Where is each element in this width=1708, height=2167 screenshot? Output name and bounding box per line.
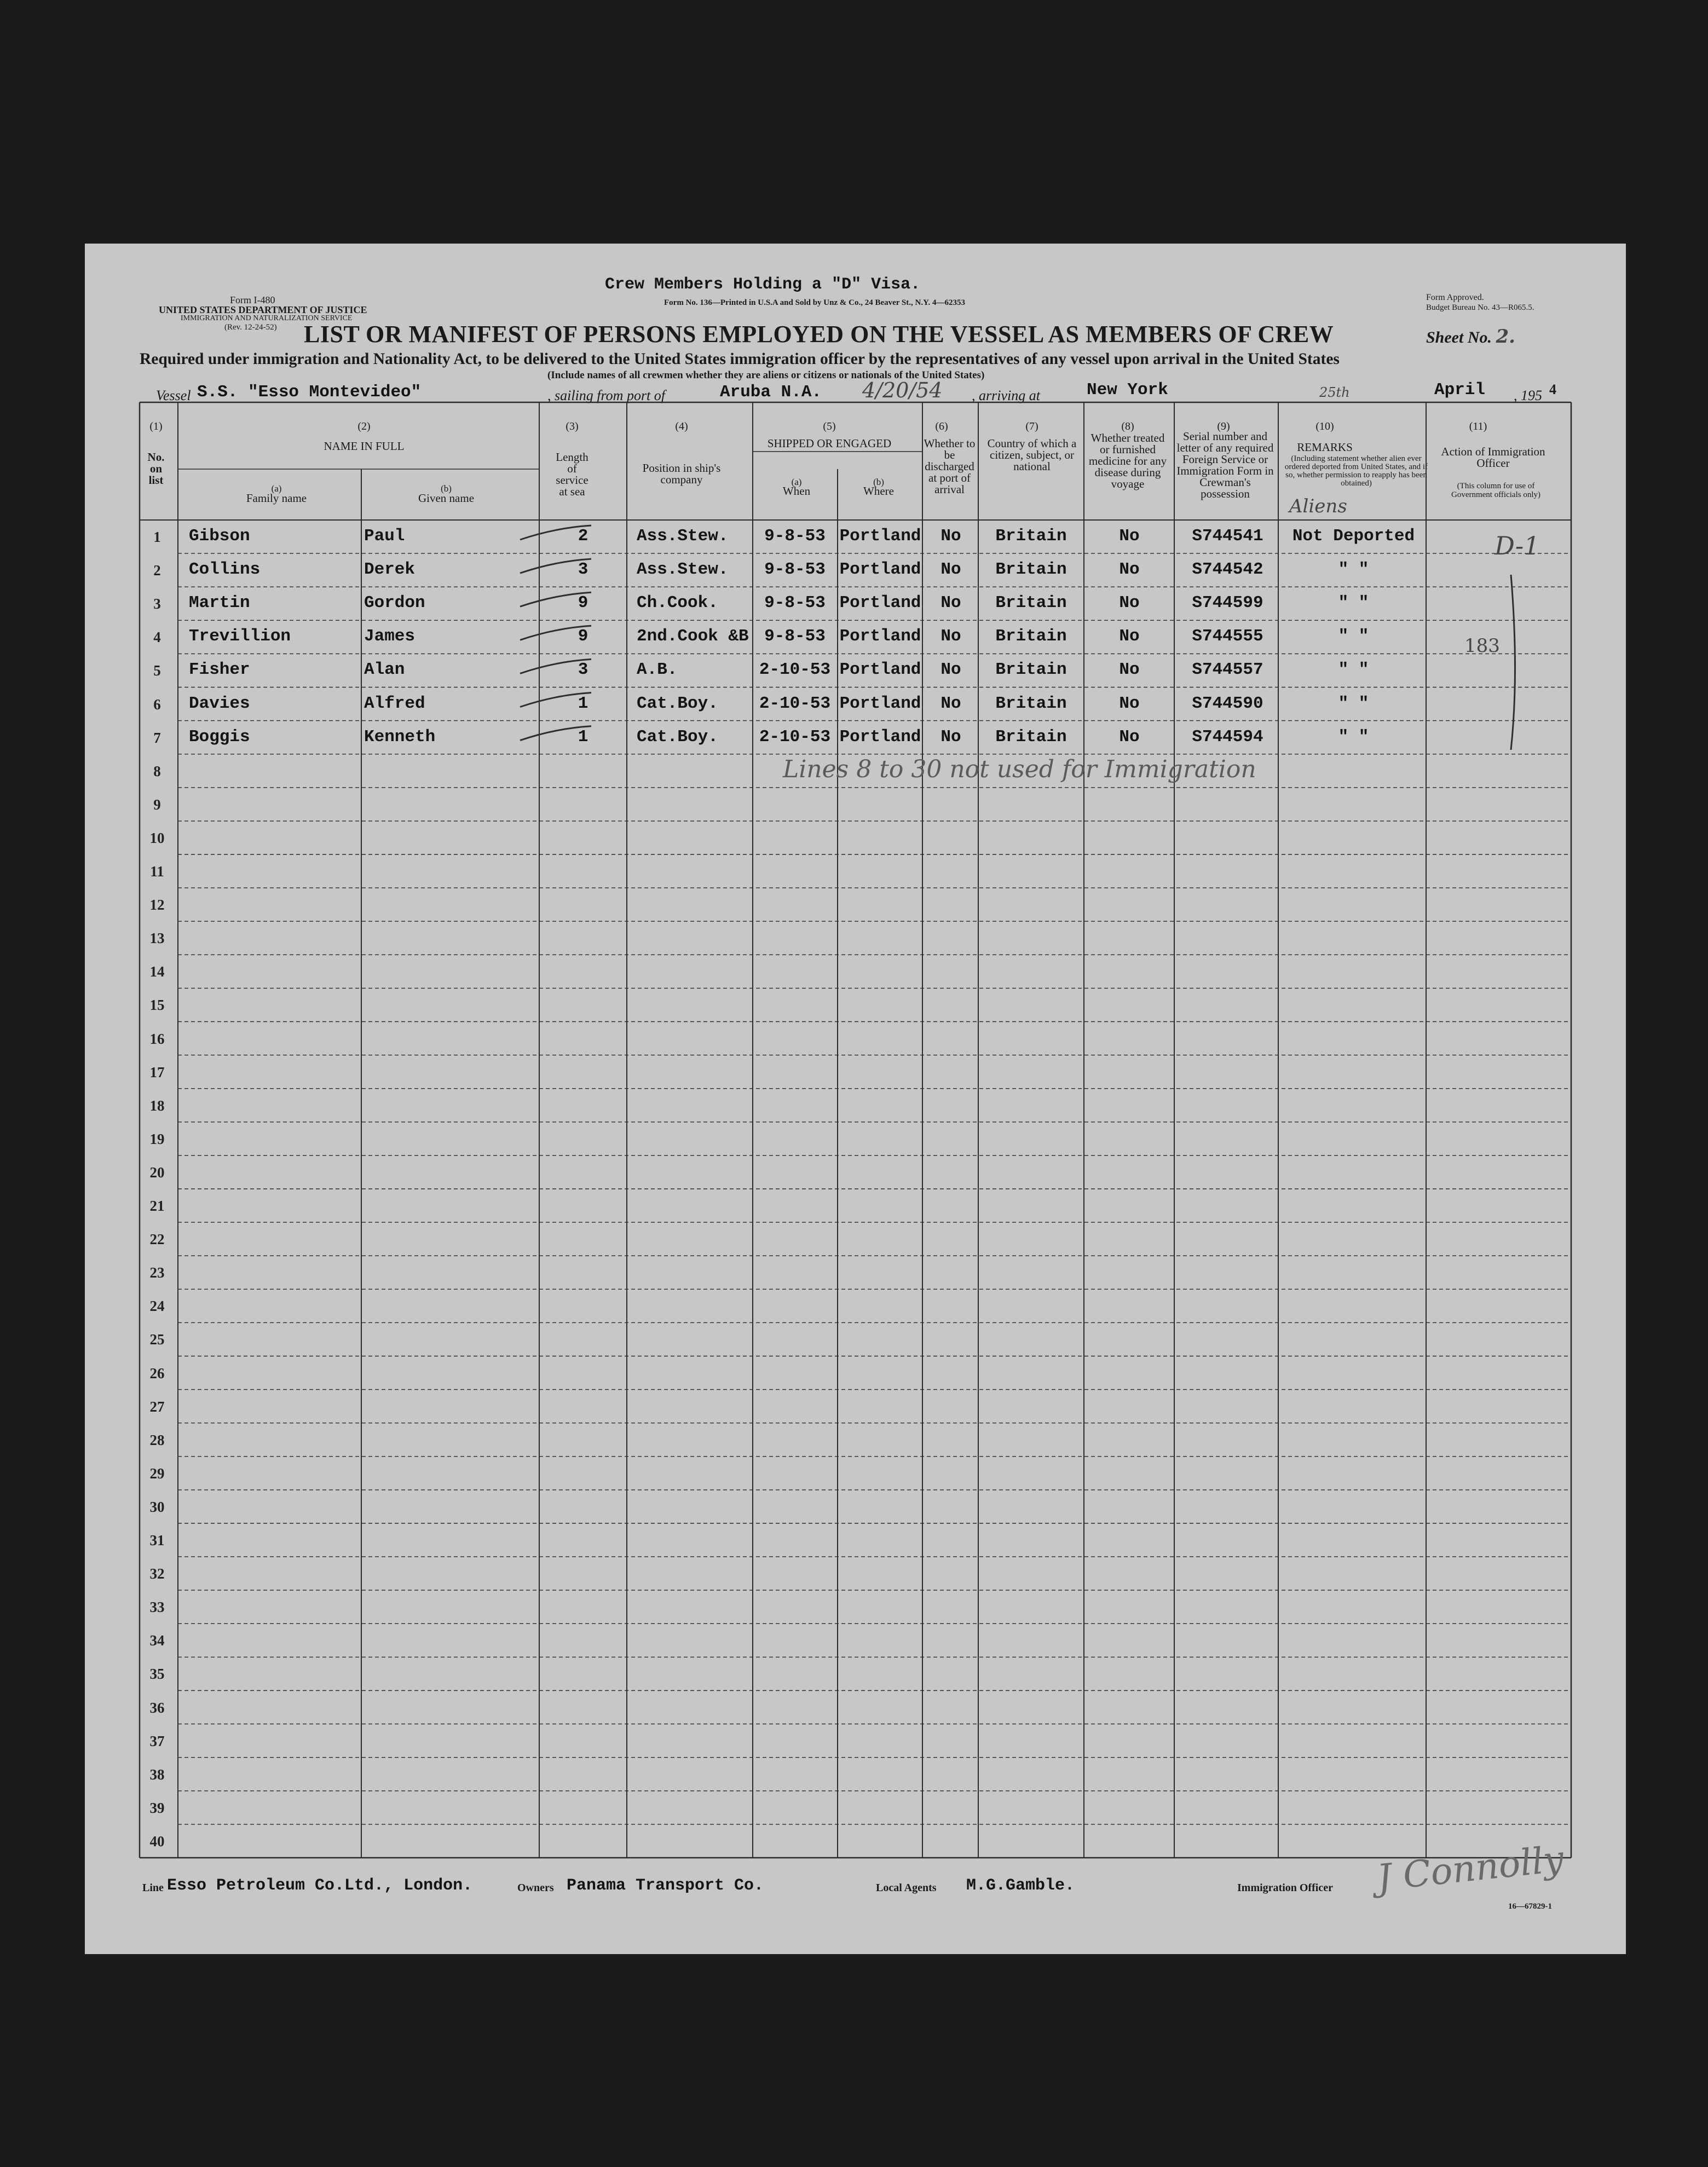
medicine: No [1119, 627, 1140, 646]
serial-number: S744590 [1192, 694, 1263, 713]
row-number: 23 [149, 1264, 165, 1281]
row-number: 36 [149, 1699, 165, 1716]
serial-number: S744599 [1192, 593, 1263, 613]
remarks: " " [1338, 593, 1369, 613]
row-number: 21 [149, 1198, 165, 1214]
col-where: Where [863, 484, 894, 498]
country: Britain [995, 694, 1067, 713]
given-name: Kenneth [364, 727, 436, 747]
row-number: 25 [149, 1331, 165, 1348]
shipped-when: 9-8-53 [764, 627, 826, 646]
family-name: Davies [189, 694, 250, 713]
shipped-when: 9-8-53 [764, 527, 826, 546]
form-approved: Form Approved. [1426, 293, 1484, 302]
row-number: 1 [153, 529, 161, 545]
row-number: 39 [149, 1799, 165, 1816]
service-length: 3 [578, 660, 588, 680]
arriving-label: , arriving at [972, 388, 1040, 403]
row-number: 7 [153, 729, 161, 746]
col-remarks: REMARKS [1297, 441, 1353, 454]
remarks: " " [1338, 660, 1369, 680]
shipped-where: Portland [839, 593, 921, 613]
country: Britain [995, 593, 1067, 613]
shipped-when: 9-8-53 [764, 560, 826, 580]
discharge: No [940, 660, 961, 680]
shipped-when: 9-8-53 [764, 593, 826, 613]
col-num-6: (6) [935, 420, 948, 432]
row-number: 9 [153, 796, 161, 813]
action-count: 183 [1464, 635, 1500, 657]
col-num-7: (7) [1025, 420, 1038, 432]
family-name: Fisher [189, 660, 250, 680]
position: 2nd.Cook &B [637, 627, 749, 646]
col-when: When [782, 484, 811, 498]
medicine: No [1119, 727, 1140, 747]
arriving-port: New York [1087, 380, 1168, 400]
col-num-1: (1) [149, 420, 163, 432]
col-num-5: (5) [823, 420, 836, 432]
row-number: 35 [149, 1666, 165, 1683]
col-name-in-full: NAME IN FULL [324, 440, 405, 453]
col-num-4: (4) [675, 420, 688, 432]
row-number: 31 [149, 1532, 165, 1548]
given-name: Gordon [364, 593, 425, 613]
shipped-where: Portland [839, 660, 921, 680]
col-length-of-service: Length of service at sea [556, 450, 588, 498]
family-name: Trevillion [189, 627, 291, 646]
col-num-9: (9) [1217, 420, 1230, 432]
discharge: No [940, 593, 961, 613]
row-number: 6 [153, 696, 161, 713]
medicine: No [1119, 560, 1140, 580]
position: Ass.Stew. [637, 527, 729, 546]
col-num-11: (11) [1469, 420, 1487, 432]
agents-label: Local Agents [876, 1882, 937, 1894]
service-length: 1 [578, 727, 588, 747]
shipped-when: 2-10-53 [759, 660, 831, 680]
shipped-where: Portland [839, 527, 921, 546]
row-number: 22 [149, 1231, 165, 1248]
line-label: Line [142, 1882, 164, 1894]
pencil-bracket [1511, 575, 1515, 750]
arrival-month: April [1434, 380, 1486, 400]
serial-number: S744555 [1192, 627, 1263, 646]
sailing-date: 4/20/54 [862, 378, 943, 402]
row-number: 28 [149, 1431, 165, 1448]
col-action-note: (This column for use of Government officials only) [1451, 482, 1540, 499]
row-number: 33 [149, 1599, 165, 1616]
service-length: 2 [578, 527, 588, 546]
row-number: 24 [149, 1298, 165, 1315]
form-subtitle: Required under immigration and Nationality Act, to be delivered to the United States immigration officer by the representatives of any vessel upon arrival in the United States [140, 350, 1340, 368]
manifest-sheet [85, 244, 1626, 1954]
col-no-on-list: No. on list [147, 450, 165, 487]
form-number: Form I-480 [230, 294, 275, 305]
row-number: 37 [149, 1732, 165, 1749]
col-country: Country of which a citizen, subject, or national [987, 437, 1077, 473]
remarks-aliens-note: Aliens [1289, 495, 1347, 517]
shipped-where: Portland [839, 560, 921, 580]
row-number: 17 [149, 1064, 165, 1080]
year-suffix: 4 [1549, 382, 1556, 397]
shipped-where: Portland [839, 627, 921, 646]
serial-number: S744542 [1192, 560, 1263, 580]
col-serial: Serial number and letter of any required Foreign Service or Immigration Form in Crewman's possession [1176, 430, 1274, 500]
col-medicine: Whether treated or furnished medicine for any disease during voyage [1088, 431, 1167, 490]
position: Ass.Stew. [637, 560, 729, 580]
officer-signature: J Connolly [1375, 1837, 1566, 1899]
row-number: 38 [149, 1766, 165, 1783]
arrival-day: 25th [1319, 385, 1350, 400]
col-num-2: (2) [357, 420, 371, 432]
given-name: Alan [364, 660, 405, 680]
remarks: " " [1338, 727, 1369, 747]
serial-number: S744541 [1192, 527, 1263, 546]
stock-number: 16—67829-1 [1508, 1902, 1552, 1911]
row-number: 34 [149, 1632, 165, 1649]
row-number: 32 [149, 1565, 165, 1582]
country: Britain [995, 560, 1067, 580]
printer-note: Form No. 136—Printed in U.S.A and Sold by Unz & Co., 24 Beaver St., N.Y. 4—62353 [664, 298, 966, 307]
vessel-name: S.S. "Esso Montevideo" [197, 383, 422, 402]
row-number: 40 [149, 1833, 165, 1850]
col-num-3: (3) [566, 420, 579, 432]
col-given-name: Given name [418, 492, 475, 505]
family-name: Gibson [189, 527, 250, 546]
revision: (Rev. 12-24-52) [224, 323, 277, 332]
col-5a-num: (a) [791, 477, 802, 487]
country: Britain [995, 727, 1067, 747]
position: Cat.Boy. [637, 694, 718, 713]
serial-number: S744557 [1192, 660, 1263, 680]
medicine: No [1119, 593, 1140, 613]
row-number: 3 [153, 596, 161, 612]
row-number: 8 [153, 762, 161, 779]
service: IMMIGRATION AND NATURALIZATION SERVICE [181, 314, 353, 322]
row-number: 15 [149, 997, 165, 1014]
shipped-when: 2-10-53 [759, 694, 831, 713]
row-number: 16 [149, 1030, 165, 1047]
row-number: 29 [149, 1465, 165, 1482]
row-number: 14 [149, 963, 165, 980]
service-length: 1 [578, 694, 588, 713]
action-d1: D-1 [1495, 531, 1540, 560]
service-length: 3 [578, 560, 588, 580]
col-remarks-note: (Including statement whether alien ever ordered deported from United States, and if so, whether permission to reapply has been obtained) [1284, 454, 1428, 488]
shipped-when: 2-10-53 [759, 727, 831, 747]
discharge: No [940, 694, 961, 713]
col-2b-num: (b) [441, 483, 452, 494]
given-name: Alfred [364, 694, 425, 713]
col-position: Position in ship's company [642, 461, 721, 486]
col-action: Action of Immigration Officer [1441, 445, 1545, 470]
sheet-number: 2. [1496, 326, 1515, 348]
shipped-where: Portland [839, 694, 921, 713]
owners-value: Panama Transport Co. [567, 1876, 764, 1895]
col-num-10: (10) [1315, 420, 1334, 432]
row-number: 12 [149, 897, 165, 914]
row-number: 20 [149, 1164, 165, 1181]
col-num-8: (8) [1121, 420, 1134, 432]
col-5b-num: (b) [873, 477, 884, 487]
row-number: 5 [153, 662, 161, 679]
agents-value: M.G.Gamble. [966, 1876, 1075, 1895]
vessel-label: Vessel [156, 388, 191, 403]
lines-not-used-note: Lines 8 to 30 not used for Immigration [783, 755, 1256, 783]
officer-label: Immigration Officer [1237, 1882, 1333, 1894]
medicine: No [1119, 660, 1140, 680]
row-number: 26 [149, 1365, 165, 1382]
given-name: Paul [364, 527, 405, 546]
sheet-label-text: Sheet No. [1426, 328, 1492, 346]
discharge: No [940, 560, 961, 580]
col-shipped-or-engaged: SHIPPED OR ENGAGED [767, 437, 892, 450]
top-note: Crew Members Holding a "D" Visa. [605, 275, 921, 294]
medicine: No [1119, 694, 1140, 713]
shipped-where: Portland [839, 727, 921, 747]
remarks: " " [1338, 694, 1369, 713]
budget-bureau: Budget Bureau No. 43—R065.5. [1426, 303, 1534, 312]
owners-label: Owners [517, 1882, 554, 1894]
service-length: 9 [578, 627, 588, 646]
include-note: (Include names of all crewmen whether they are aliens or citizens or nationals of the United States) [547, 369, 985, 381]
family-name: Collins [189, 560, 261, 580]
row-number: 30 [149, 1498, 165, 1515]
remarks: " " [1338, 560, 1369, 580]
position: Cat.Boy. [637, 727, 718, 747]
year-prefix: , 195 [1514, 388, 1542, 403]
row-number: 19 [149, 1130, 165, 1147]
country: Britain [995, 627, 1067, 646]
family-name: Martin [189, 593, 250, 613]
col-family-name: Family name [246, 492, 307, 505]
discharge: No [940, 727, 961, 747]
country: Britain [995, 660, 1067, 680]
medicine: No [1119, 527, 1140, 546]
sailing-label: , sailing from port of [547, 388, 666, 403]
given-name: Derek [364, 560, 416, 580]
col-2a-num: (a) [271, 483, 282, 494]
given-name: James [364, 627, 416, 646]
discharge: No [940, 527, 961, 546]
sailing-port: Aruba N.A. [720, 383, 822, 402]
serial-number: S744594 [1192, 727, 1263, 747]
form-title: LIST OR MANIFEST OF PERSONS EMPLOYED ON THE VESSEL AS MEMBERS OF CREW [304, 321, 1334, 348]
row-number: 18 [149, 1097, 165, 1114]
row-number: 13 [149, 930, 165, 947]
position: Ch.Cook. [637, 593, 718, 613]
discharge: No [940, 627, 961, 646]
family-name: Boggis [189, 727, 250, 747]
remarks: " " [1338, 627, 1369, 646]
row-number: 27 [149, 1398, 165, 1415]
position: A.B. [637, 660, 678, 680]
row-number: 11 [150, 863, 164, 880]
service-length: 9 [578, 593, 588, 613]
line-value: Esso Petroleum Co.Ltd., London. [167, 1876, 473, 1895]
row-number: 2 [153, 562, 161, 579]
country: Britain [995, 527, 1067, 546]
col-discharged: Whether to be discharged at port of arrival [924, 437, 976, 496]
row-number: 10 [149, 829, 165, 846]
department: UNITED STATES DEPARTMENT OF JUSTICE [159, 304, 367, 315]
row-number: 4 [153, 629, 161, 646]
remarks: Not Deported [1292, 527, 1415, 546]
